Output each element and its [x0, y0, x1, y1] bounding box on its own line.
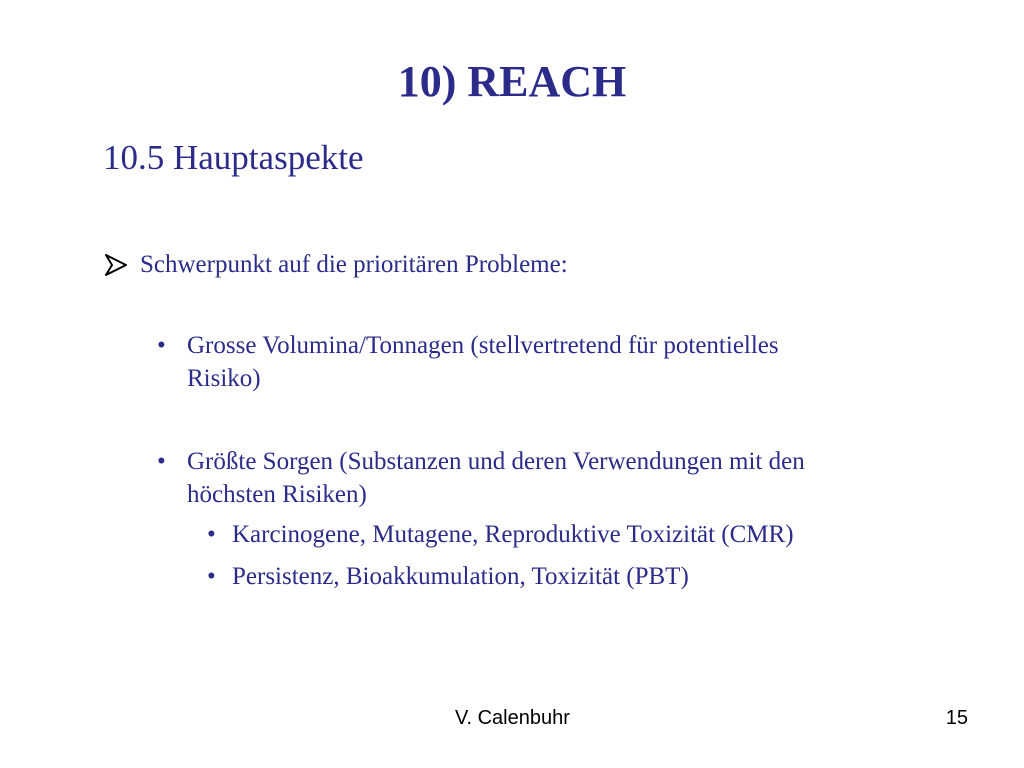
- bullet-dot: •: [207, 563, 216, 590]
- arrow-bullet-item: [103, 245, 568, 285]
- bullet-text-line: Grosse Volumina/Tonnagen (stellvertretend für potentielles: [187, 332, 779, 359]
- footer-page-number: 15: [945, 707, 968, 729]
- sub-bullet-item: [207, 561, 907, 595]
- bullet-dot: •: [207, 521, 216, 548]
- sub-bullet-item: [207, 519, 907, 553]
- slide-subtitle: 10.5 Hauptaspekte: [103, 138, 364, 177]
- bullet-item: [157, 446, 917, 512]
- bullet-text-line: höchsten Risiken): [187, 481, 367, 508]
- arrowhead-bullet-icon: [103, 252, 129, 278]
- sub-bullet-text: Persistenz, Bioakkumulation, Toxizität (PBT): [232, 563, 689, 590]
- footer-author: V. Calenbuhr: [455, 707, 570, 729]
- bullet-dot: •: [157, 448, 166, 475]
- slide-title: 10) REACH: [397, 57, 627, 106]
- sub-bullet-text: Karcinogene, Mutagene, Reproduktive Toxizität (CMR): [232, 521, 794, 548]
- arrow-bullet-text: Schwerpunkt auf die prioritären Probleme:: [140, 251, 568, 278]
- bullet-text-line: Risiko): [187, 365, 261, 392]
- bullet-item: [157, 330, 917, 396]
- bullet-dot: •: [157, 332, 166, 359]
- bullet-text-line: Größte Sorgen (Substanzen und deren Verwendungen mit den: [187, 448, 805, 475]
